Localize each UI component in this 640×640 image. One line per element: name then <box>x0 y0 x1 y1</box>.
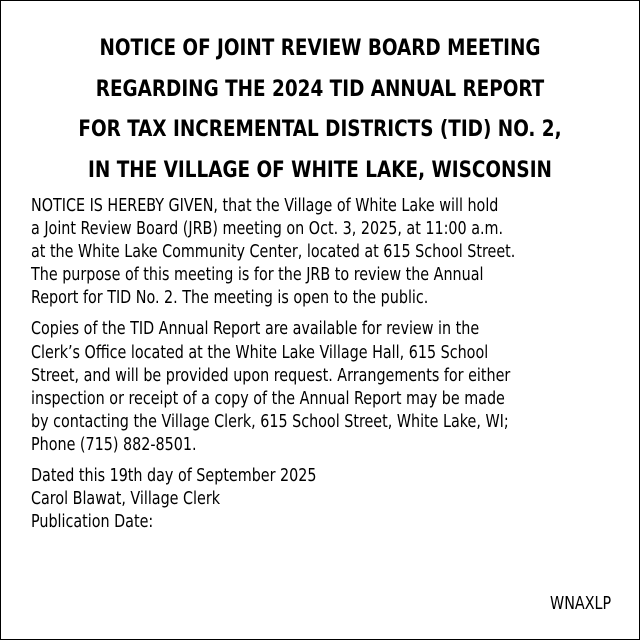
notice-paragraph-copies <box>31 318 625 457</box>
text-line: a Joint Review Board (JRB) meeting on Oct. 3, 2025, at 11:00 a.m. <box>31 219 504 240</box>
title-line: IN THE VILLAGE OF WHITE LAKE, WISCONSIN <box>88 157 552 183</box>
text-line: Copies of the TID Annual Report are available for review in the <box>31 319 480 340</box>
clerk-signature-line: Carol Blawat, Village Clerk <box>31 489 221 510</box>
text-line: Street, and will be provided upon request. Arrangements for either <box>31 365 511 386</box>
publication-code: WNAXLP <box>549 594 611 614</box>
notice-body <box>31 195 625 542</box>
text-line: at the White Lake Community Center, located at 615 School Street. <box>31 242 516 263</box>
notice-signature-block <box>31 465 625 534</box>
notice-title <box>42 29 598 191</box>
text-line: Clerk’s Office located at the White Lake Village Hall, 615 School <box>31 342 489 363</box>
text-line: by contacting the Village Clerk, 615 School Street, White Lake, WI; <box>31 411 509 432</box>
publication-date-line: Publication Date: <box>31 512 154 533</box>
text-line: Phone (715) 882-8501. <box>31 434 197 455</box>
text-line: inspection or receipt of a copy of the Annual Report may be made <box>31 388 505 409</box>
title-line: REGARDING THE 2024 TID ANNUAL REPORT <box>95 76 545 102</box>
text-line: Report for TID No. 2. The meeting is open to the public. <box>31 288 429 309</box>
title-line: FOR TAX INCREMENTAL DISTRICTS (TID) NO. 2, <box>78 117 562 142</box>
dated-line: Dated this 19th day of September 2025 <box>31 466 317 487</box>
title-line: NOTICE OF JOINT REVIEW BOARD MEETING <box>99 36 541 61</box>
notice-paragraph-meeting <box>31 195 625 310</box>
text-line: The purpose of this meeting is for the JRB to review the Annual <box>31 265 484 286</box>
text-line: NOTICE IS HEREBY GIVEN, that the Village of White Lake will hold <box>31 196 499 216</box>
